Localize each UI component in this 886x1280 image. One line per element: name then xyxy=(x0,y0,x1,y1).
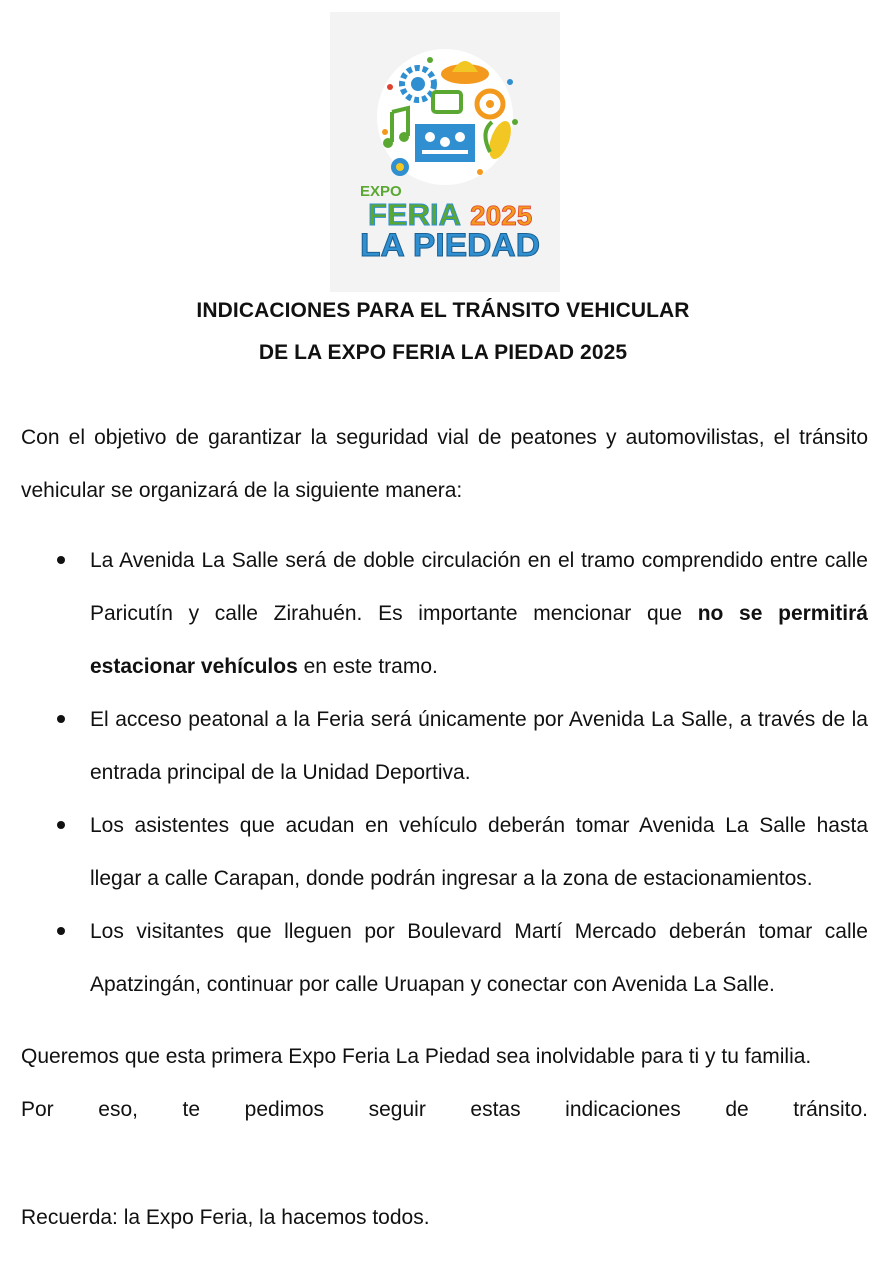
logo-year-text: 2025 xyxy=(470,200,533,231)
bullet-icon xyxy=(57,556,65,564)
papel-picado-icon xyxy=(415,124,475,162)
page-title-line-1: INDICACIONES PARA EL TRÁNSITO VEHICULAR xyxy=(196,299,690,322)
closing-line-1: Queremos que esta primera Expo Feria La Piedad sea inolvidable para ti y tu familia. xyxy=(21,1045,812,1068)
bullet-icon xyxy=(57,821,65,829)
page-title-line-2: DE LA EXPO FERIA LA PIEDAD 2025 xyxy=(258,341,628,364)
flower-icon xyxy=(391,158,409,176)
list-item-text: Los visitantes que lleguen por Boulevard Martí Mercado deberán tomar calle Apatzingán, continuar por calle Uruapan y conectar con Avenida La Salle. xyxy=(90,920,868,996)
remember-note: Recuerda: la Expo Feria, la hacemos todos. xyxy=(21,1206,430,1229)
list-item xyxy=(0,534,868,693)
list-item-text: La Avenida La Salle será de doble circulación en el tramo comprendido entre calle Paricutín y calle Zirahuén. Es importante mencionar que xyxy=(90,549,868,625)
list-item-bold-text: no se permitirá estacionar vehículos xyxy=(90,602,868,678)
instructions-list xyxy=(0,534,886,1011)
list-item-text: El acceso peatonal a la Feria será únicamente por Avenida La Salle, a través de la entrada principal de la Unidad Deportiva. xyxy=(90,708,868,784)
list-item-text: en este tramo. xyxy=(297,655,438,678)
list-item xyxy=(0,799,868,905)
logo-city-text: LA PIEDAD xyxy=(360,227,540,263)
list-item xyxy=(0,905,868,1011)
logo-graphic xyxy=(330,12,560,292)
logo-feria-text: FERIA xyxy=(368,197,461,232)
logo-expo-text: EXPO xyxy=(360,183,402,200)
intro-paragraph: Con el objetivo de garantizar la seguridad vial de peatones y automovilistas, el tránsito vehicular se organizará de la siguiente manera: xyxy=(21,426,868,502)
bullet-icon xyxy=(57,715,65,723)
closing-line-2: Por eso, te pedimos seguir estas indicaciones de tránsito. xyxy=(21,1098,868,1121)
bullet-icon xyxy=(57,927,65,935)
closing-paragraph xyxy=(21,1030,868,1136)
expo-feria-logo xyxy=(330,12,560,292)
list-item-text: Los asistentes que acudan en vehículo deberán tomar Avenida La Salle hasta llegar a calle Carapan, donde podrán ingresar a la zona de estacionamientos. xyxy=(90,814,868,890)
list-item xyxy=(0,693,868,799)
